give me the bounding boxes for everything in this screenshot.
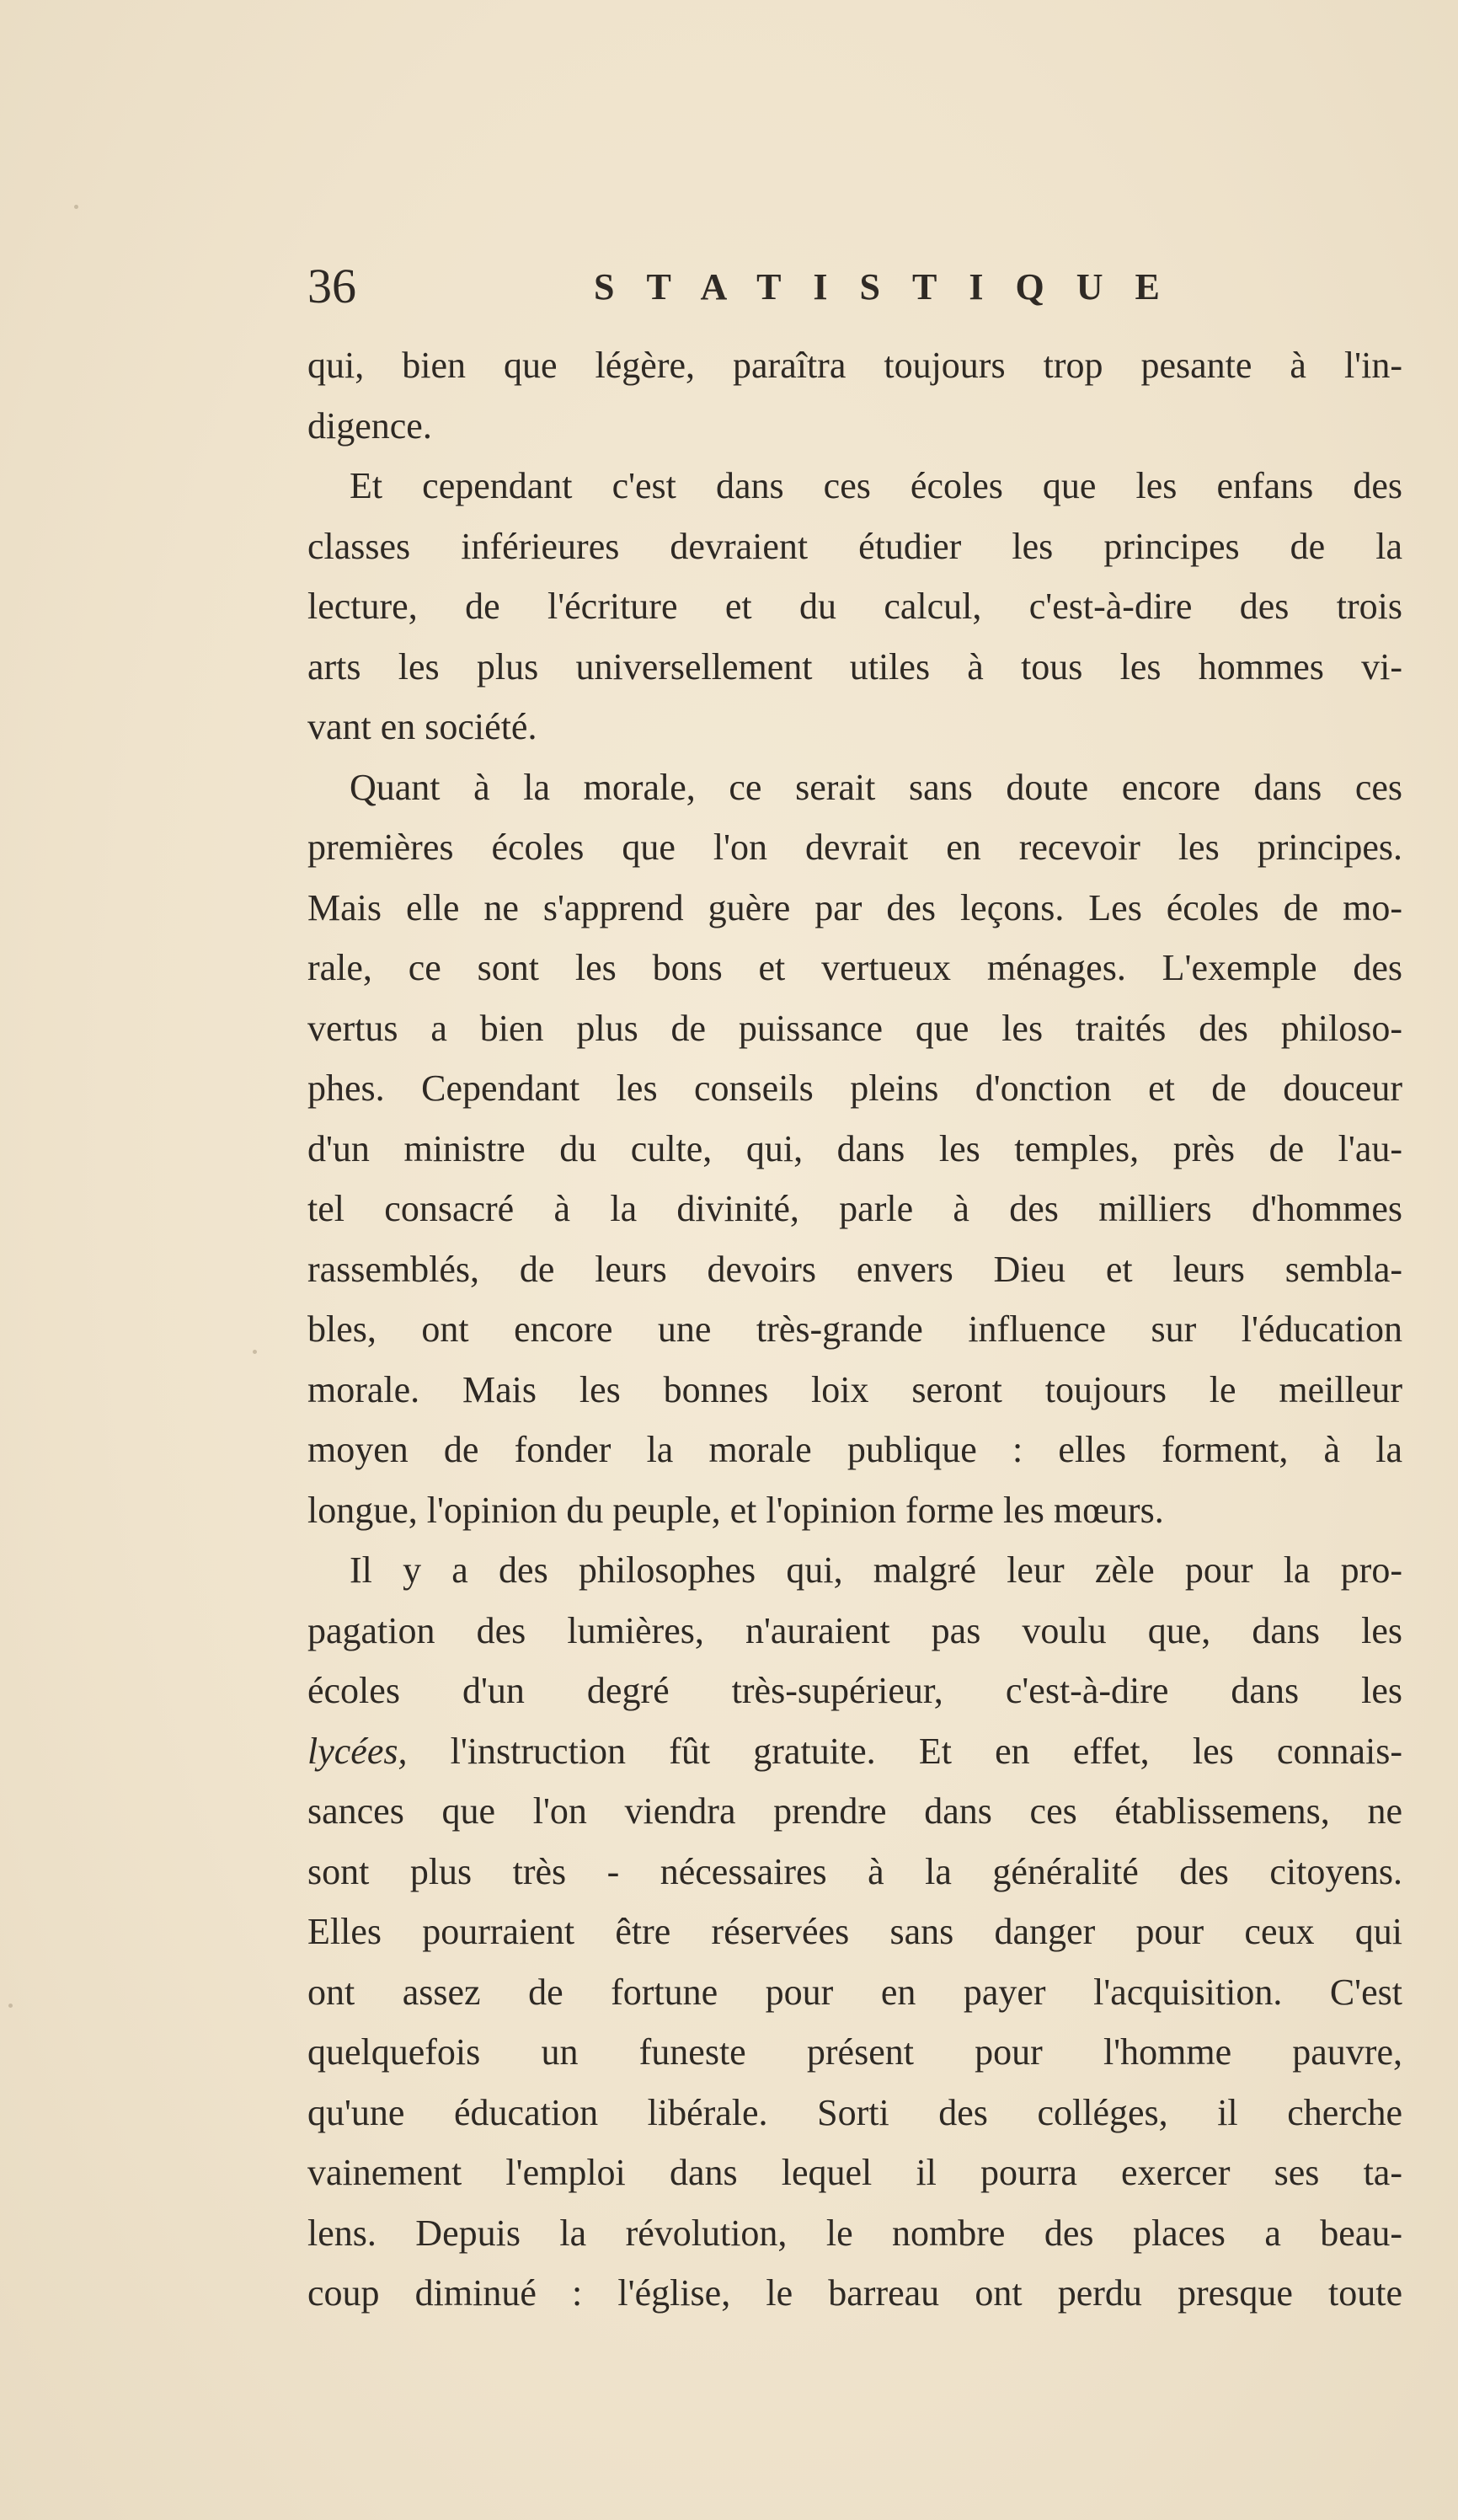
text-line: lens. Depuis la révolution, le nombre des places a beau- xyxy=(307,2212,1402,2254)
text-line: lecture, de l'écriture et du calcul, c'est-à-dire des trois xyxy=(307,586,1402,627)
text-line: Il y a des philosophes qui, malgré leur zèle pour la pro- xyxy=(350,1549,1402,1591)
body-text xyxy=(307,335,1402,2324)
paper-speck xyxy=(74,205,78,209)
text-line-mixed xyxy=(307,1721,1402,1782)
text-line: vant en société. xyxy=(307,706,537,747)
text-line: pagation des lumières, n'auraient pas voulu que, dans les xyxy=(307,1609,1402,1651)
text-line: qui, bien que légère, paraîtra toujours trop pesante à l'in- xyxy=(307,345,1402,386)
text-line: ont assez de fortune pour en payer l'acquisition. C'est xyxy=(307,1971,1402,2013)
text-line: Mais elle ne s'apprend guère par des leçons. Les écoles de mo- xyxy=(307,886,1402,928)
text-line: morale. Mais les bonnes loix seront toujours le meilleur xyxy=(307,1368,1402,1410)
paper-speck xyxy=(253,1350,257,1354)
text-line: longue, l'opinion du peuple, et l'opinion forme les mœurs. xyxy=(307,1489,1164,1531)
text-line: qu'une éducation libérale. Sorti des colléges, il cherche xyxy=(307,2091,1402,2133)
page-header xyxy=(307,257,1419,316)
text-line: Et cependant c'est dans ces écoles que les enfans des xyxy=(350,465,1402,506)
text-line: vainement l'emploi dans lequel il pourra exercer ses ta- xyxy=(307,2152,1402,2193)
text-line: tel consacré à la divinité, parle à des milliers d'hommes xyxy=(307,1188,1402,1229)
text-line: arts les plus universellement utiles à tous les hommes vi- xyxy=(307,645,1402,688)
text-line-rest: l'instruction fût gratuite. Et en effet, les connais- xyxy=(407,1730,1402,1772)
text-line: écoles d'un degré très-supérieur, c'est-à-dire dans les xyxy=(307,1670,1402,1711)
text-line: premières écoles que l'on devrait en recevoir les principes. xyxy=(307,827,1402,868)
page-number: 36 xyxy=(307,259,356,313)
text-line: sances que l'on viendra prendre dans ces établissemens, ne xyxy=(307,1790,1402,1832)
text-line: rassemblés, de leurs devoirs envers Dieu et leurs sembla- xyxy=(307,1248,1402,1290)
text-line: vertus a bien plus de puissance que les traités des philoso- xyxy=(307,1007,1402,1049)
running-head: STATISTIQUE xyxy=(594,266,1192,308)
text-line: rale, ce sont les bons et vertueux ménages. L'exemple des xyxy=(307,947,1402,988)
text-line: d'un ministre du culte, qui, dans les temples, près de l'au- xyxy=(307,1127,1402,1169)
text-line: bles, ont encore une très-grande influence sur l'éducation xyxy=(307,1308,1402,1350)
text-line: quelquefois un funeste présent pour l'homme pauvre, xyxy=(307,2031,1402,2073)
text-line: classes inférieures devraient étudier les principes de la xyxy=(307,525,1402,567)
paper-speck xyxy=(8,2004,13,2008)
italic-word: lycées, xyxy=(307,1730,408,1772)
text-line: moyen de fonder la morale publique : elles forment, à la xyxy=(307,1429,1402,1470)
text-line: sont plus très - nécessaires à la généralité des citoyens. xyxy=(307,1850,1402,1892)
text-line: Quant à la morale, ce serait sans doute encore dans ces xyxy=(350,766,1402,808)
text-line: phes. Cependant les conseils pleins d'onction et de douceur xyxy=(307,1067,1402,1109)
text-line: coup diminué : l'église, le barreau ont perdu presque toute xyxy=(307,2272,1402,2314)
text-line: Elles pourraient être réservées sans danger pour ceux qui xyxy=(307,1911,1402,1952)
text-line: digence. xyxy=(307,404,432,447)
